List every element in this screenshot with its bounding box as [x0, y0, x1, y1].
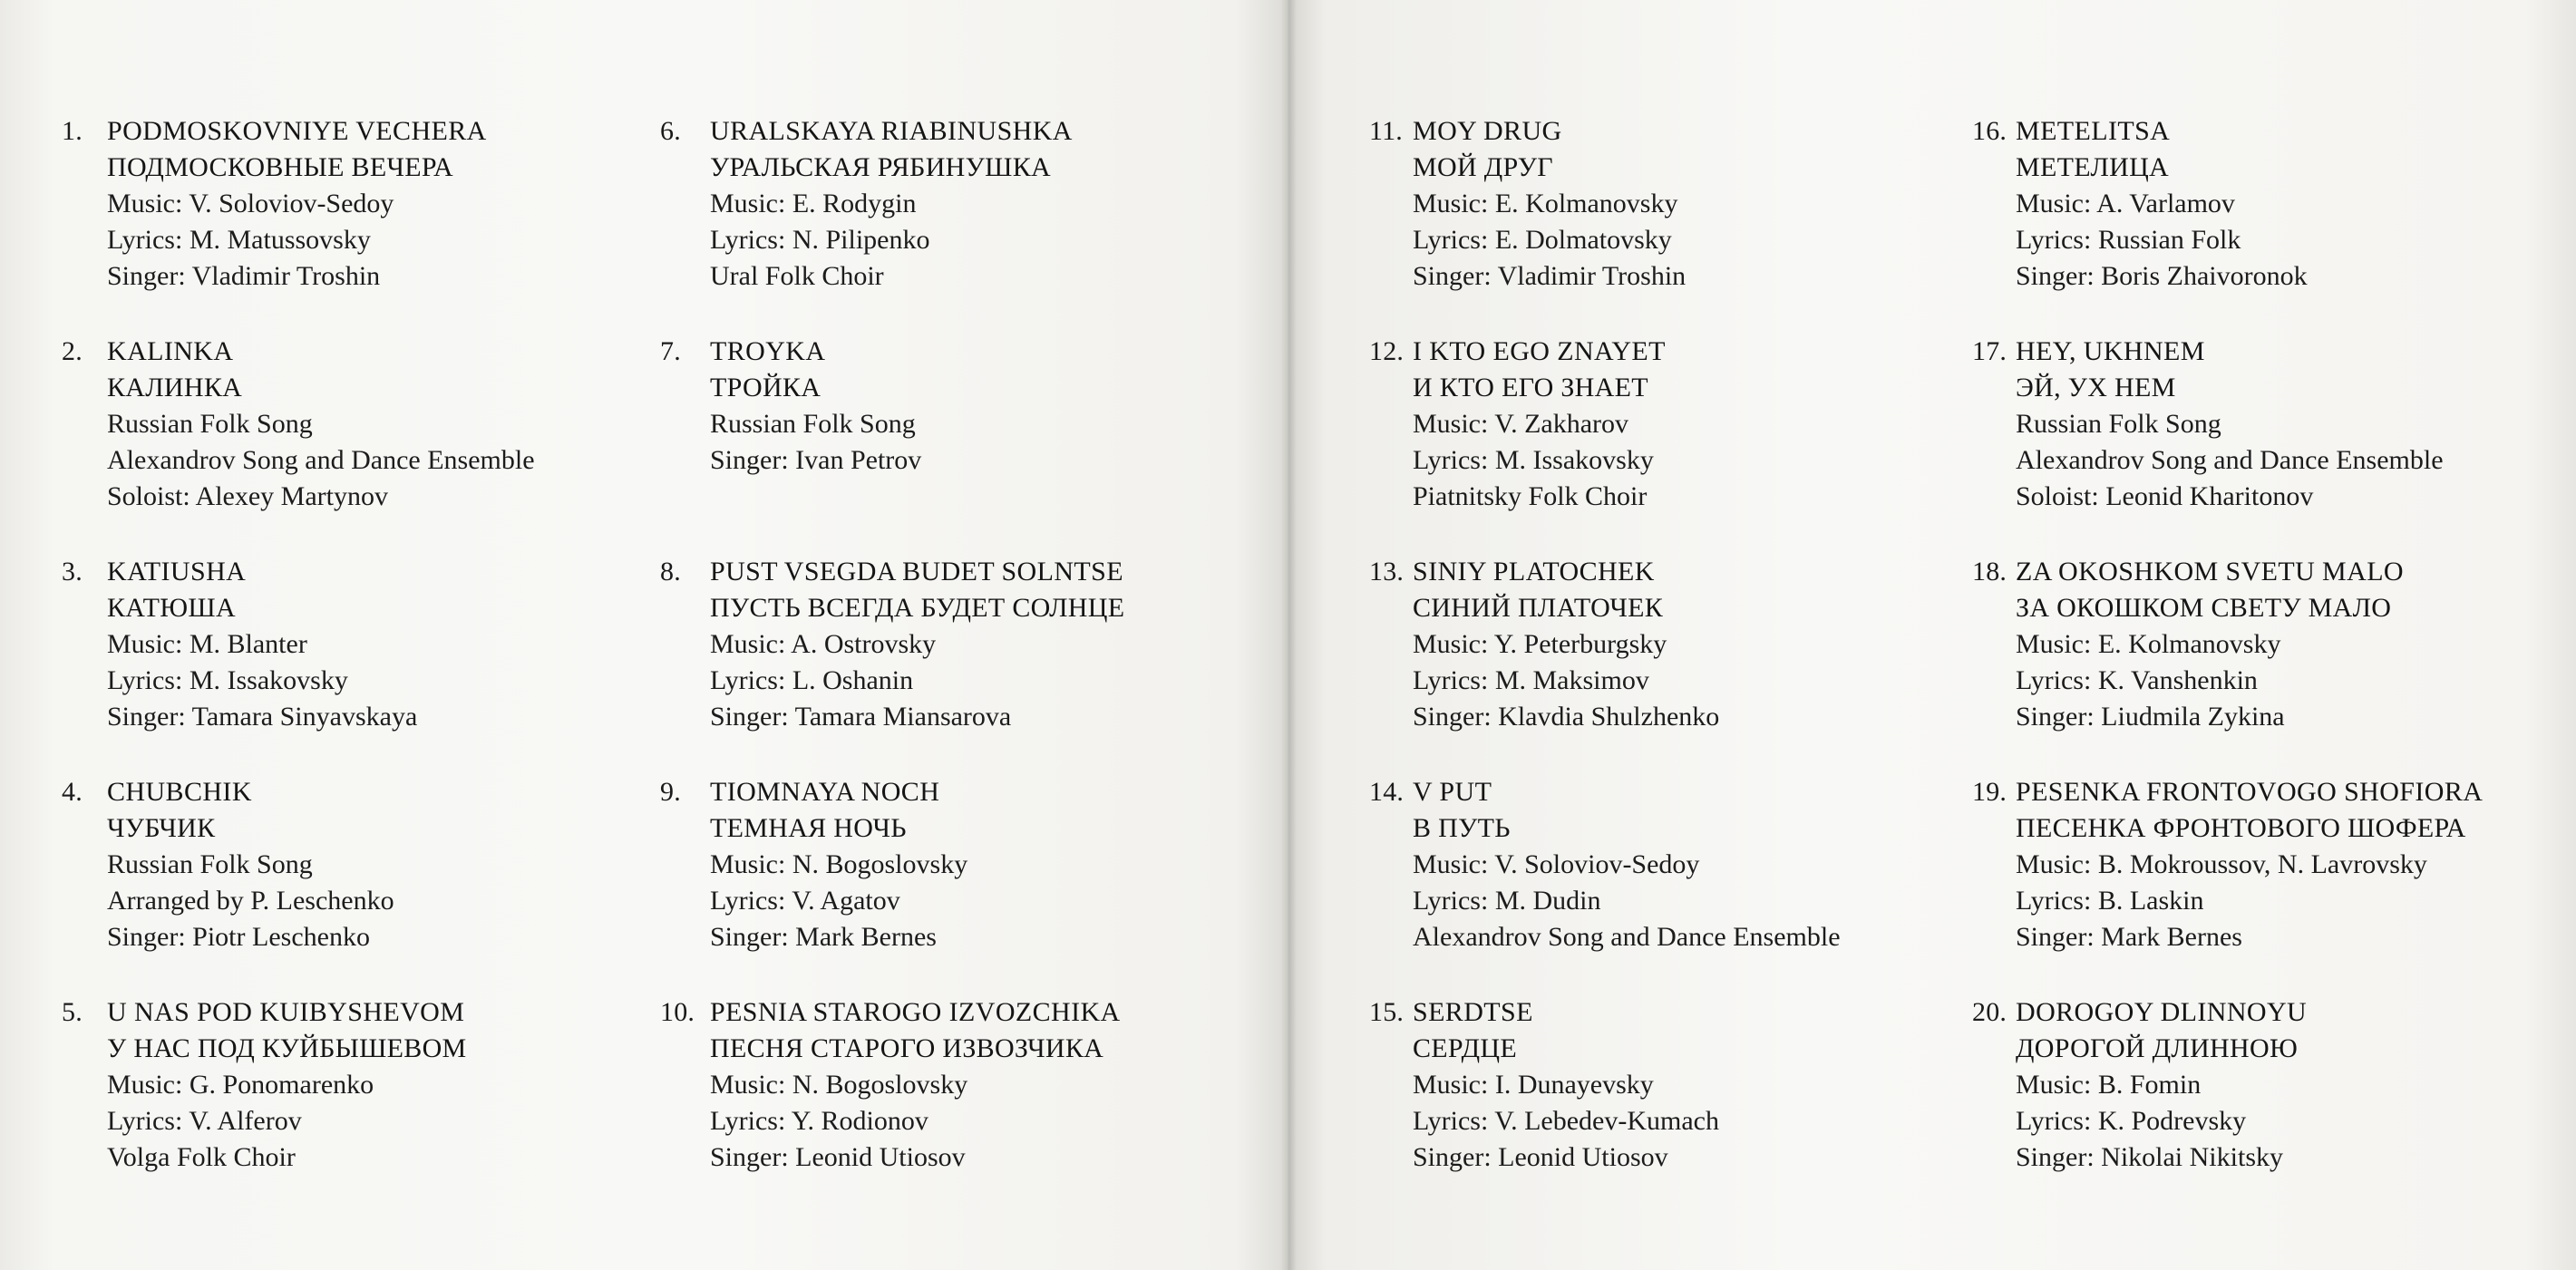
track-title: DOROGOY DLINNOYU [2016, 997, 2308, 1027]
track-credit: Singer: Liudmila Zykina [2016, 702, 2285, 732]
track-credit: Russian Folk Song [710, 409, 916, 439]
track-credit: Lyrics: Y. Rodionov [710, 1106, 928, 1136]
track-title: METELITSA [2016, 116, 2171, 146]
track-entry [1972, 334, 2576, 554]
track-column-4 [1972, 113, 2576, 1215]
track-credit: Music: M. Blanter [107, 629, 307, 659]
track-number: 5. [62, 997, 83, 1027]
track-credit: Singer: Vladimir Troshin [107, 261, 381, 291]
track-title-cyrillic: У НАС ПОД КУЙБЫШЕВОМ [107, 1033, 467, 1063]
track-credit: Lyrics: M. Issakovsky [107, 665, 348, 695]
track-number: 4. [62, 777, 83, 807]
track-credit: Music: B. Fomin [2016, 1070, 2202, 1100]
track-text [2016, 113, 2308, 295]
track-title-cyrillic: КАТЮША [107, 593, 236, 623]
track-credit: Singer: Nikolai Nikitsky [2016, 1142, 2283, 1172]
track-text [107, 554, 417, 735]
track-credit: Alexandrov Song and Dance Ensemble [2016, 445, 2444, 475]
track-number: 7. [660, 336, 681, 366]
track-text [107, 334, 535, 515]
track-credit: Singer: Klavdia Shulzhenko [1413, 702, 1720, 732]
track-entry [1369, 113, 1977, 334]
track-credit: Music: E. Kolmanovsky [1413, 189, 1678, 218]
track-title-cyrillic: ПОДМОСКОВНЫЕ ВЕЧЕРА [107, 152, 453, 182]
track-title-cyrillic: СЕРДЦЕ [1413, 1033, 1518, 1063]
track-entry [1369, 774, 1977, 994]
track-credit: Music: Y. Peterburgsky [1413, 629, 1667, 659]
track-credit: Singer: Piotr Leschenko [107, 922, 370, 952]
track-text [1413, 554, 1719, 735]
track-title-cyrillic: ТРОЙКА [710, 373, 821, 402]
track-credit: Singer: Mark Bernes [2016, 922, 2242, 952]
track-credit: Lyrics: M. Dudin [1413, 886, 1601, 916]
track-text [107, 774, 394, 955]
track-title: ZA OKOSHKOM SVETU MALO [2016, 557, 2404, 587]
track-credit: Alexandrov Song and Dance Ensemble [107, 445, 535, 475]
track-title-cyrillic: ПЕСНЯ СТАРОГО ИЗВОЗЧИКА [710, 1033, 1104, 1063]
track-title-cyrillic: МОЙ ДРУГ [1413, 152, 1553, 182]
track-credit: Lyrics: V. Lebedev-Kumach [1413, 1106, 1719, 1136]
track-credit: Music: B. Mokroussov, N. Lavrovsky [2016, 849, 2427, 879]
track-credit: Russian Folk Song [2016, 409, 2221, 439]
track-credit: Music: E. Rodygin [710, 189, 917, 218]
track-number: 11. [1369, 116, 1403, 146]
track-text [710, 334, 921, 479]
track-number: 9. [660, 777, 681, 807]
track-text [2016, 334, 2444, 515]
track-column-2 [660, 113, 1268, 1215]
track-number: 20. [1972, 997, 2007, 1027]
track-title: MOY DRUG [1413, 116, 1562, 146]
track-text [1413, 113, 1686, 295]
track-credit: Lyrics: E. Dolmatovsky [1413, 225, 1672, 255]
track-title: PODMOSKOVNIYE VECHERA [107, 116, 487, 146]
track-column-1 [62, 113, 669, 1215]
track-credit: Lyrics: K. Podrevsky [2016, 1106, 2247, 1136]
track-text [2016, 994, 2307, 1176]
track-number: 13. [1369, 557, 1405, 587]
track-credit: Russian Folk Song [107, 409, 313, 439]
track-text [107, 994, 467, 1176]
track-title: PUST VSEGDA BUDET SOLNTSE [710, 557, 1123, 587]
track-text [1413, 334, 1666, 515]
track-credit: Lyrics: B. Laskin [2016, 886, 2204, 916]
track-credit: Russian Folk Song [107, 849, 313, 879]
track-number: 10. [660, 997, 695, 1027]
track-entry [1972, 994, 2576, 1215]
track-number: 3. [62, 557, 83, 587]
track-number: 12. [1369, 336, 1405, 366]
track-text [710, 994, 1121, 1176]
track-title: TROYKA [710, 336, 826, 366]
track-entry [1369, 994, 1977, 1215]
track-text [710, 774, 967, 955]
track-credit: Music: E. Kolmanovsky [2016, 629, 2281, 659]
track-credit: Lyrics: Russian Folk [2016, 225, 2241, 255]
track-number: 2. [62, 336, 83, 366]
track-credit: Volga Folk Choir [107, 1142, 296, 1172]
track-credit: Music: I. Dunayevsky [1413, 1070, 1654, 1100]
track-title-cyrillic: ЧУБЧИК [107, 813, 216, 843]
track-title-cyrillic: ПУСТЬ ВСЕГДА БУДЕТ СОЛНЦЕ [710, 593, 1125, 623]
track-title: U NAS POD KUIBYSHEVOM [107, 997, 465, 1027]
track-credit: Music: V. Soloviov-Sedoy [107, 189, 394, 218]
track-number: 1. [62, 116, 83, 146]
track-title-cyrillic: УРАЛЬСКАЯ РЯБИНУШКА [710, 152, 1052, 182]
track-title-cyrillic: ЗА ОКОШКОМ СВЕТУ МАЛО [2016, 593, 2392, 623]
track-title: PESNIA STAROGO IZVOZCHIKA [710, 997, 1121, 1027]
track-text [710, 554, 1124, 735]
track-credit: Singer: Boris Zhaivoronok [2016, 261, 2308, 291]
track-number: 8. [660, 557, 681, 587]
track-credit: Music: V. Zakharov [1413, 409, 1629, 439]
track-credit: Ural Folk Choir [710, 261, 884, 291]
track-text [2016, 554, 2404, 735]
track-number: 18. [1972, 557, 2007, 587]
track-title: I KTO EGO ZNAYET [1413, 336, 1666, 366]
track-number: 14. [1369, 777, 1405, 807]
track-title: HEY, UKHNEM [2016, 336, 2205, 366]
track-title: KATIUSHA [107, 557, 247, 587]
track-entry [1972, 554, 2576, 774]
track-entry [62, 113, 669, 334]
track-entry [660, 554, 1268, 774]
track-entry [1972, 113, 2576, 334]
track-entry [660, 113, 1268, 334]
track-text [1413, 774, 1841, 955]
track-credit: Music: N. Bogoslovsky [710, 1070, 968, 1100]
track-title-cyrillic: СИНИЙ ПЛАТОЧЕК [1413, 593, 1664, 623]
track-credit: Lyrics: M. Maksimov [1413, 665, 1649, 695]
track-credit: Soloist: Leonid Kharitonov [2016, 481, 2314, 511]
page-gutter [1280, 0, 1297, 1270]
track-credit: Music: A. Varlamov [2016, 189, 2235, 218]
track-credit: Singer: Vladimir Troshin [1413, 261, 1687, 291]
track-credit: Soloist: Alexey Martynov [107, 481, 388, 511]
track-title: SINIY PLATOCHEK [1413, 557, 1655, 587]
track-title: PESENKA FRONTOVOGO SHOFIORA [2016, 777, 2484, 807]
track-credit: Singer: Tamara Sinyavskaya [107, 702, 418, 732]
track-title: URALSKAYA RIABINUSHKA [710, 116, 1073, 146]
track-entry [660, 334, 1268, 554]
track-title-cyrillic: ПЕСЕНКА ФРОНТОВОГО ШОФЕРА [2016, 813, 2466, 843]
track-credit: Alexandrov Song and Dance Ensemble [1413, 922, 1841, 952]
track-text [2016, 774, 2483, 955]
track-title-cyrillic: И КТО ЕГО ЗНАЕТ [1413, 373, 1648, 402]
track-entry [62, 774, 669, 994]
track-credit: Lyrics: K. Vanshenkin [2016, 665, 2258, 695]
track-entry [1369, 334, 1977, 554]
track-entry [660, 774, 1268, 994]
track-credit: Singer: Ivan Petrov [710, 445, 922, 475]
track-credit: Music: A. Ostrovsky [710, 629, 937, 659]
track-credit: Singer: Leonid Utiosov [1413, 1142, 1668, 1172]
track-credit: Lyrics: L. Oshanin [710, 665, 914, 695]
track-entry [62, 334, 669, 554]
track-number: 16. [1972, 116, 2007, 146]
track-number: 15. [1369, 997, 1405, 1027]
track-number: 17. [1972, 336, 2007, 366]
track-credit: Lyrics: M. Matussovsky [107, 225, 371, 255]
track-credit: Lyrics: V. Agatov [710, 886, 900, 916]
track-credit: Singer: Tamara Miansarova [710, 702, 1012, 732]
track-credit: Music: N. Bogoslovsky [710, 849, 968, 879]
track-title: V PUT [1413, 777, 1492, 807]
track-entry [1972, 774, 2576, 994]
track-number: 19. [1972, 777, 2007, 807]
track-title-cyrillic: В ПУТЬ [1413, 813, 1511, 843]
track-title: CHUBCHIK [107, 777, 252, 807]
track-title-cyrillic: КАЛИНКА [107, 373, 243, 402]
track-title-cyrillic: ТЕМНАЯ НОЧЬ [710, 813, 907, 843]
track-entry [1369, 554, 1977, 774]
track-title: KALINKA [107, 336, 234, 366]
track-credit: Singer: Leonid Utiosov [710, 1142, 966, 1172]
track-credit: Lyrics: M. Issakovsky [1413, 445, 1654, 475]
track-credit: Music: G. Ponomarenko [107, 1070, 374, 1100]
track-credit: Arranged by P. Leschenko [107, 886, 394, 916]
track-text [107, 113, 487, 295]
track-credit: Music: V. Soloviov-Sedoy [1413, 849, 1700, 879]
track-number: 6. [660, 116, 681, 146]
track-credit: Piatnitsky Folk Choir [1413, 481, 1648, 511]
track-title: TIOMNAYA NOCH [710, 777, 940, 807]
track-credit: Lyrics: N. Pilipenko [710, 225, 930, 255]
track-text [1413, 994, 1719, 1176]
track-title: SERDTSE [1413, 997, 1533, 1027]
track-title-cyrillic: ДОРОГОЙ ДЛИННОЮ [2016, 1033, 2299, 1063]
track-credit: Singer: Mark Bernes [710, 922, 937, 952]
track-text [710, 113, 1073, 295]
track-entry [62, 994, 669, 1215]
track-entry [62, 554, 669, 774]
track-entry [660, 994, 1268, 1215]
track-credit: Lyrics: V. Alferov [107, 1106, 302, 1136]
track-title-cyrillic: МЕТЕЛИЦА [2016, 152, 2169, 182]
track-column-3 [1369, 113, 1977, 1215]
track-title-cyrillic: ЭЙ, УХ НЕМ [2016, 373, 2176, 402]
